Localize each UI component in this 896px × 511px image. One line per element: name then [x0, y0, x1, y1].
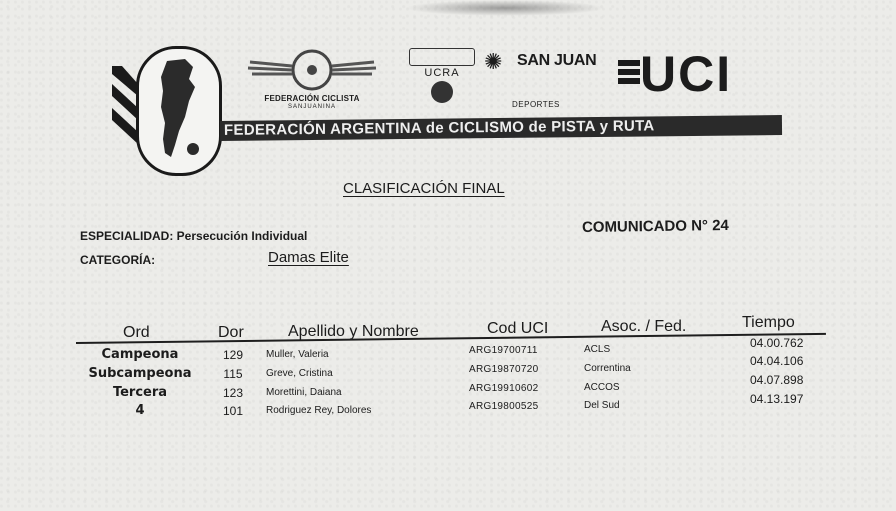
- row-asoc: ACLS: [584, 344, 611, 355]
- deportes-label: DEPORTES: [512, 100, 560, 109]
- row-dor: 101: [222, 404, 244, 418]
- header-name: Apellido y Nombre: [288, 323, 419, 340]
- header-time: Tiempo: [742, 314, 795, 331]
- row-name: Greve, Cristina: [266, 368, 333, 379]
- category-label: CATEGORÍA:: [80, 253, 156, 267]
- federation-sub: SANJUANINA: [287, 104, 336, 110]
- specialty: ESPECIALIDAD: Persecución Individual: [80, 229, 308, 243]
- banner-text: FEDERACIÓN ARGENTINA de CICLISMO de PISTA y RUTA: [223, 117, 655, 139]
- header-cod: Cod UCI: [487, 320, 549, 337]
- ucra-logo: [409, 48, 475, 104]
- row-time: 04.04.106: [750, 354, 804, 368]
- uci-bars-icon: [618, 60, 640, 90]
- argentina-map-logo: [136, 46, 222, 176]
- header-ord: Ord: [123, 324, 150, 341]
- row-asoc: ACCOS: [584, 382, 620, 393]
- row-dor: 123: [222, 386, 244, 400]
- row-asoc: Del Sud: [584, 400, 620, 411]
- row-time: 04.13.197: [750, 392, 804, 406]
- scan-smudge: [405, 0, 605, 16]
- san-juan-name: SAN JUAN: [517, 52, 597, 69]
- winged-wheel-icon: [242, 48, 382, 92]
- federation-name: FEDERACIÓN CICLISTA: [264, 94, 360, 103]
- row-ord: Subcampeona: [88, 366, 192, 381]
- document-title: CLASIFICACIÓN FINAL: [343, 180, 505, 197]
- row-name: Rodriguez Rey, Dolores: [266, 405, 372, 416]
- ucra-emblem-icon: [431, 81, 453, 103]
- category-value: Damas Elite: [268, 249, 349, 266]
- row-ord: 4: [135, 403, 145, 418]
- row-dor: 129: [222, 348, 244, 362]
- row-time: 04.07.898: [750, 373, 804, 387]
- header-dor: Dor: [218, 324, 244, 341]
- row-cod: ARG19910602: [469, 383, 539, 394]
- row-cod: ARG19700711: [469, 345, 538, 356]
- row-dor: 115: [223, 367, 243, 381]
- header-asoc: Asoc. / Fed.: [601, 318, 687, 335]
- row-cod: ARG19800525: [469, 401, 539, 412]
- row-time: 04.00.762: [750, 336, 804, 350]
- ucra-top-box: [409, 48, 475, 66]
- communique-number: COMUNICADO N° 24: [581, 216, 729, 237]
- row-asoc: Correntina: [584, 363, 631, 374]
- sun-swirl-icon: ✺: [484, 49, 503, 74]
- argentina-map-icon: [149, 57, 205, 161]
- ucra-label: UCRA: [424, 67, 460, 79]
- federacion-sanjuanina-logo: [242, 48, 382, 118]
- row-ord: Tercera: [112, 385, 168, 400]
- uci-logo: UCI: [640, 46, 733, 102]
- row-name: Morettini, Daiana: [266, 387, 342, 398]
- row-ord: Campeona: [101, 347, 179, 362]
- row-cod: ARG19870720: [469, 364, 539, 375]
- row-name: Muller, Valeria: [266, 349, 329, 360]
- san-juan-logo: [484, 46, 608, 86]
- stripes-graphic: [112, 66, 138, 146]
